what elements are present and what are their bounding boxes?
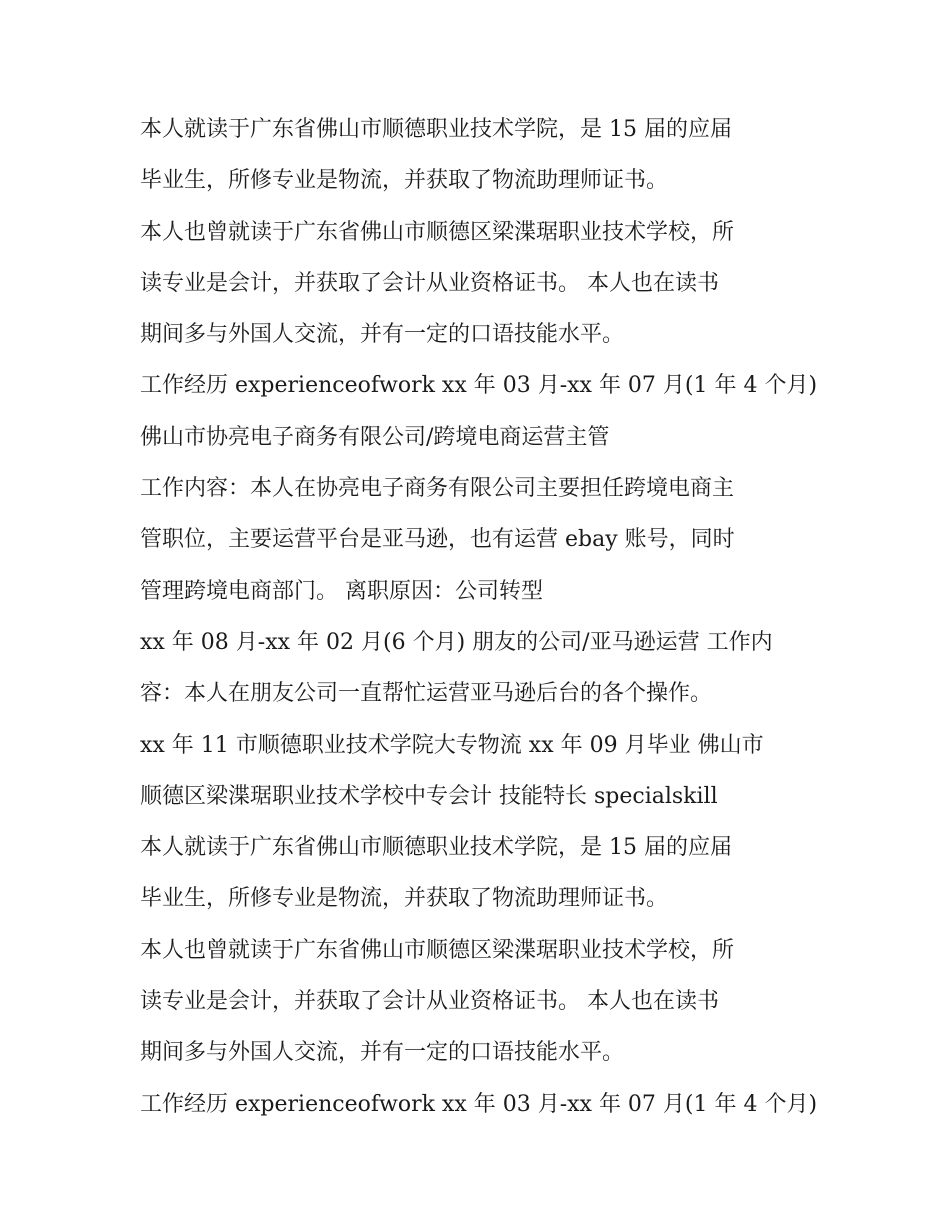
text-line: 读专业是会计，并获取了会计从业资格证书。 本人也在读书 xyxy=(140,270,719,296)
text-line: 本人就读于广东省佛山市顺德职业技术学院，是 15 届的应届 xyxy=(140,835,732,861)
text-line: 顺德区梁渫琚职业技术学校中专会计 技能特长 specialskill xyxy=(140,783,718,809)
document-body xyxy=(140,104,830,1130)
text-line: 管职位，主要运营平台是亚马逊，也有运营 ebay 账号，同时 xyxy=(140,527,735,553)
text-line: xx 年 08 月-xx 年 02 月(6 个月) 朋友的公司/亚马逊运营 工作内 xyxy=(140,629,773,655)
text-line: 工作内容：本人在协亮电子商务有限公司主要担任跨境电商主 xyxy=(140,476,735,502)
text-line: 工作经历 experienceofwork xx 年 03 月-xx 年 07 月(1 年 4 个月) xyxy=(140,1091,818,1117)
text-line: 本人也曾就读于广东省佛山市顺德区梁渫琚职业技术学校，所 xyxy=(140,937,735,963)
text-line: xx 年 11 市顺德职业技术学院大专物流 xx 年 09 月毕业 佛山市 xyxy=(140,732,764,758)
text-line: 工作经历 experienceofwork xx 年 03 月-xx 年 07 月(1 年 4 个月) xyxy=(140,373,818,399)
text-line: 毕业生，所修专业是物流，并获取了物流助理师证书。 xyxy=(140,168,669,194)
text-line: 本人就读于广东省佛山市顺德职业技术学院，是 15 届的应届 xyxy=(140,117,732,142)
text-line: 毕业生，所修专业是物流，并获取了物流助理师证书。 xyxy=(140,886,669,912)
text-line: 佛山市协亮电子商务有限公司/跨境电商运营主管 xyxy=(140,424,610,450)
text-line: 读专业是会计，并获取了会计从业资格证书。 本人也在读书 xyxy=(140,989,719,1015)
text-line: 期间多与外国人交流，并有一定的口语技能水平。 xyxy=(140,322,625,348)
text-line: 管理跨境电商部门。 离职原因：公司转型 xyxy=(140,578,543,604)
text-line: 期间多与外国人交流，并有一定的口语技能水平。 xyxy=(140,1040,625,1066)
text-line: 容：本人在朋友公司一直帮忙运营亚马逊后台的各个操作。 xyxy=(140,681,713,707)
text-line: 本人也曾就读于广东省佛山市顺德区梁渫琚职业技术学校，所 xyxy=(140,219,735,245)
